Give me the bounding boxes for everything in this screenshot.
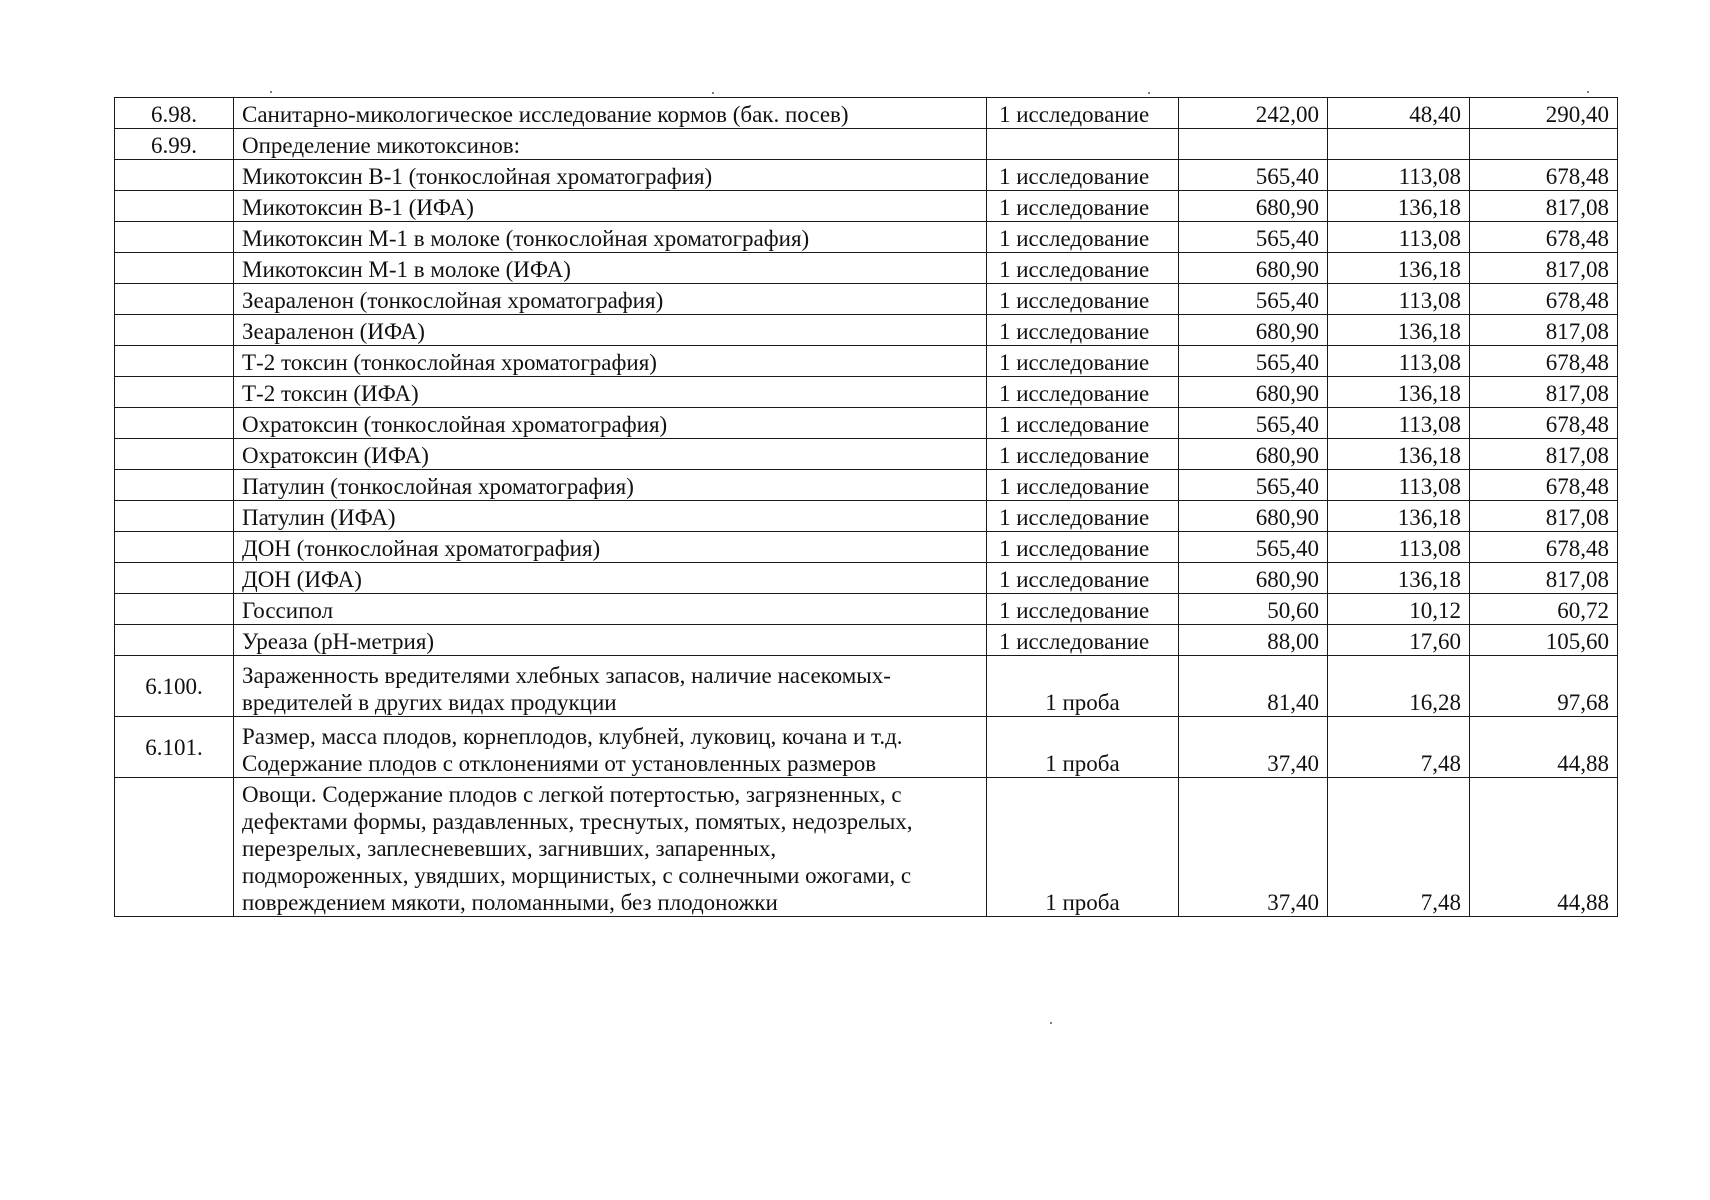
service-name-line: Санитарно-микологическое исследование кормов (бак. посев) (242, 102, 849, 127)
item-number (115, 191, 234, 222)
item-number (115, 377, 234, 408)
unit-of-measure: 1 проба (987, 778, 1179, 917)
table-row (115, 594, 1618, 625)
price-without-vat: 50,60 (1179, 594, 1328, 625)
table-row (115, 470, 1618, 501)
vat-amount: 113,08 (1328, 160, 1470, 191)
table-body (115, 98, 1618, 917)
unit-of-measure: 1 исследование (987, 563, 1179, 594)
service-name-line: Микотоксин В-1 (ИФА) (242, 195, 474, 220)
vat-amount: 113,08 (1328, 408, 1470, 439)
vat-amount: 136,18 (1328, 563, 1470, 594)
service-name (234, 408, 987, 439)
price-without-vat: 680,90 (1179, 501, 1328, 532)
price-with-vat: 290,40 (1470, 98, 1618, 129)
price-without-vat: 565,40 (1179, 160, 1328, 191)
unit-of-measure: 1 исследование (987, 253, 1179, 284)
item-number: 6.99. (115, 129, 234, 160)
unit-of-measure: 1 исследование (987, 594, 1179, 625)
price-without-vat (1179, 129, 1328, 160)
price-with-vat: 817,08 (1470, 315, 1618, 346)
vat-amount: 113,08 (1328, 470, 1470, 501)
price-with-vat: 817,08 (1470, 501, 1618, 532)
service-name (234, 594, 987, 625)
item-number (115, 778, 234, 917)
service-name (234, 656, 987, 717)
price-with-vat: 678,48 (1470, 346, 1618, 377)
price-without-vat: 565,40 (1179, 408, 1328, 439)
price-with-vat: 817,08 (1470, 377, 1618, 408)
vat-amount: 136,18 (1328, 191, 1470, 222)
vat-amount: 136,18 (1328, 501, 1470, 532)
vat-amount: 136,18 (1328, 439, 1470, 470)
service-name-line: ДОН (тонкослойная хроматография) (242, 536, 601, 561)
service-name (234, 470, 987, 501)
service-name (234, 315, 987, 346)
service-name-line: Овощи. Содержание плодов с легкой потертостью, загрязненных, с (242, 782, 902, 807)
price-without-vat: 565,40 (1179, 532, 1328, 563)
service-name-line: Т-2 токсин (ИФА) (242, 381, 419, 406)
price-without-vat: 680,90 (1179, 253, 1328, 284)
table-row (115, 439, 1618, 470)
unit-of-measure: 1 исследование (987, 625, 1179, 656)
service-name-line: перезрелых, заплесневевших, загнивших, запаренных, (242, 836, 777, 861)
item-number (115, 315, 234, 346)
vat-amount: 113,08 (1328, 532, 1470, 563)
unit-of-measure: 1 исследование (987, 284, 1179, 315)
service-name-line: вредителей в других видах продукции (242, 690, 617, 715)
item-number (115, 346, 234, 377)
table-row (115, 346, 1618, 377)
vat-amount: 136,18 (1328, 377, 1470, 408)
vat-amount: 7,48 (1328, 717, 1470, 778)
vat-amount: 7,48 (1328, 778, 1470, 917)
unit-of-measure: 1 исследование (987, 160, 1179, 191)
service-name-line: подмороженных, увядших, морщинистых, с солнечными ожогами, с (242, 863, 912, 888)
price-with-vat: 105,60 (1470, 625, 1618, 656)
price-with-vat: 678,48 (1470, 160, 1618, 191)
vat-amount: 17,60 (1328, 625, 1470, 656)
table-row (115, 717, 1618, 778)
table-row (115, 160, 1618, 191)
service-name (234, 191, 987, 222)
service-name-line: Зеараленон (тонкослойная хроматография) (242, 288, 664, 313)
vat-amount: 113,08 (1328, 346, 1470, 377)
table-row (115, 253, 1618, 284)
table-row (115, 315, 1618, 346)
item-number: 6.98. (115, 98, 234, 129)
service-name-line: Госсипол (242, 598, 334, 623)
item-number: 6.101. (115, 717, 234, 778)
table-row (115, 129, 1618, 160)
service-name-line: дефектами формы, раздавленных, треснутых, помятых, недозрелых, (242, 809, 913, 834)
price-without-vat: 680,90 (1179, 315, 1328, 346)
item-number (115, 470, 234, 501)
unit-of-measure: 1 исследование (987, 439, 1179, 470)
item-number (115, 439, 234, 470)
service-name-line: Определение микотоксинов: (242, 133, 520, 158)
table-row (115, 284, 1618, 315)
price-with-vat (1470, 129, 1618, 160)
vat-amount: 136,18 (1328, 315, 1470, 346)
table-row (115, 191, 1618, 222)
unit-of-measure: 1 исследование (987, 501, 1179, 532)
scan-speck (712, 92, 714, 94)
vat-amount: 16,28 (1328, 656, 1470, 717)
item-number (115, 284, 234, 315)
service-name-line: Зараженность вредителями хлебных запасов, наличие насекомых- (242, 663, 891, 688)
item-number (115, 222, 234, 253)
service-name-line: ДОН (ИФА) (242, 567, 362, 592)
service-name-line: Уреаза (рН-метрия) (242, 629, 435, 654)
service-name (234, 532, 987, 563)
item-number: 6.100. (115, 656, 234, 717)
service-name-line: Микотоксин М-1 в молоке (тонкослойная хроматография) (242, 226, 810, 251)
service-name (234, 778, 987, 917)
unit-of-measure: 1 проба (987, 717, 1179, 778)
price-without-vat: 88,00 (1179, 625, 1328, 656)
service-name (234, 501, 987, 532)
unit-of-measure: 1 исследование (987, 98, 1179, 129)
vat-amount: 113,08 (1328, 222, 1470, 253)
unit-of-measure: 1 проба (987, 656, 1179, 717)
item-number (115, 532, 234, 563)
service-name (234, 625, 987, 656)
vat-amount: 113,08 (1328, 284, 1470, 315)
unit-of-measure: 1 исследование (987, 315, 1179, 346)
unit-of-measure: 1 исследование (987, 222, 1179, 253)
scan-speck (270, 91, 272, 93)
table-row (115, 222, 1618, 253)
price-with-vat: 44,88 (1470, 717, 1618, 778)
service-name (234, 439, 987, 470)
price-with-vat: 97,68 (1470, 656, 1618, 717)
unit-of-measure: 1 исследование (987, 346, 1179, 377)
service-name-line: Охратоксин (ИФА) (242, 443, 429, 468)
table-row (115, 563, 1618, 594)
service-name-line: Содержание плодов с отклонениями от установленных размеров (242, 751, 877, 776)
scan-speck (1587, 91, 1589, 93)
scan-speck (1148, 92, 1150, 94)
item-number (115, 501, 234, 532)
price-without-vat: 242,00 (1179, 98, 1328, 129)
service-name-line: Охратоксин (тонкослойная хроматография) (242, 412, 668, 437)
price-without-vat: 565,40 (1179, 284, 1328, 315)
price-without-vat: 565,40 (1179, 346, 1328, 377)
item-number (115, 253, 234, 284)
price-with-vat: 60,72 (1470, 594, 1618, 625)
service-name (234, 253, 987, 284)
price-without-vat: 565,40 (1179, 222, 1328, 253)
price-with-vat: 817,08 (1470, 191, 1618, 222)
price-with-vat: 678,48 (1470, 408, 1618, 439)
table-row (115, 501, 1618, 532)
table-row (115, 98, 1618, 129)
table-row (115, 625, 1618, 656)
price-with-vat: 44,88 (1470, 778, 1618, 917)
item-number (115, 625, 234, 656)
price-without-vat: 37,40 (1179, 717, 1328, 778)
service-name (234, 222, 987, 253)
service-name-line: Микотоксин М-1 в молоке (ИФА) (242, 257, 571, 282)
service-name (234, 160, 987, 191)
service-name (234, 346, 987, 377)
price-with-vat: 678,48 (1470, 470, 1618, 501)
item-number (115, 408, 234, 439)
service-name (234, 129, 987, 160)
price-table (114, 97, 1618, 917)
price-with-vat: 817,08 (1470, 563, 1618, 594)
service-name-line: Зеараленон (ИФА) (242, 319, 425, 344)
price-without-vat: 680,90 (1179, 191, 1328, 222)
service-name (234, 284, 987, 315)
service-name (234, 563, 987, 594)
unit-of-measure: 1 исследование (987, 532, 1179, 563)
table-row (115, 408, 1618, 439)
service-name-line: Микотоксин В-1 (тонкослойная хроматография) (242, 164, 713, 189)
scan-speck (1050, 1022, 1052, 1024)
price-without-vat: 680,90 (1179, 377, 1328, 408)
unit-of-measure: 1 исследование (987, 408, 1179, 439)
service-name (234, 377, 987, 408)
item-number (115, 563, 234, 594)
vat-amount (1328, 129, 1470, 160)
service-name-line: Патулин (тонкослойная хроматография) (242, 474, 634, 499)
price-without-vat: 680,90 (1179, 563, 1328, 594)
vat-amount: 48,40 (1328, 98, 1470, 129)
price-without-vat: 81,40 (1179, 656, 1328, 717)
item-number (115, 594, 234, 625)
price-with-vat: 817,08 (1470, 253, 1618, 284)
price-with-vat: 678,48 (1470, 532, 1618, 563)
service-name (234, 98, 987, 129)
service-name-line: Т-2 токсин (тонкослойная хроматография) (242, 350, 657, 375)
price-with-vat: 678,48 (1470, 222, 1618, 253)
price-with-vat: 817,08 (1470, 439, 1618, 470)
table-row (115, 377, 1618, 408)
service-name-line: Размер, масса плодов, корнеплодов, клубней, луковиц, кочана и т.д. (242, 724, 903, 749)
price-without-vat: 680,90 (1179, 439, 1328, 470)
vat-amount: 136,18 (1328, 253, 1470, 284)
unit-of-measure: 1 исследование (987, 377, 1179, 408)
vat-amount: 10,12 (1328, 594, 1470, 625)
service-name-line: Патулин (ИФА) (242, 505, 396, 530)
table-row (115, 532, 1618, 563)
price-without-vat: 37,40 (1179, 778, 1328, 917)
price-without-vat: 565,40 (1179, 470, 1328, 501)
unit-of-measure: 1 исследование (987, 191, 1179, 222)
item-number (115, 160, 234, 191)
unit-of-measure (987, 129, 1179, 160)
service-name-line: повреждением мякоти, поломанными, без плодоножки (242, 890, 778, 915)
table-row (115, 778, 1618, 917)
unit-of-measure: 1 исследование (987, 470, 1179, 501)
price-with-vat: 678,48 (1470, 284, 1618, 315)
service-name (234, 717, 987, 778)
table-row (115, 656, 1618, 717)
